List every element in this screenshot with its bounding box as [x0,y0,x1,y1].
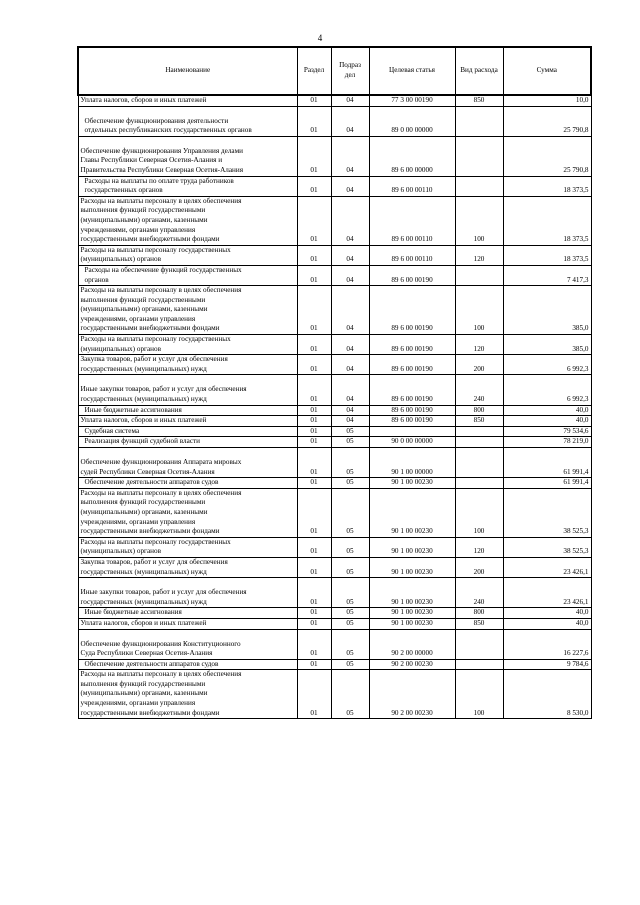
target-cell: 89 6 00 00110 [369,196,455,245]
subsection-cell: 04 [331,95,369,106]
amount-cell: 38 525,3 [503,488,591,537]
name-cell: Обеспечение деятельности аппаратов судов [78,478,297,489]
amount-cell: 40,0 [503,608,591,619]
table-row [78,375,591,405]
section-cell: 01 [297,537,331,557]
section-cell: 01 [297,670,331,719]
expense-type-cell: 120 [455,245,503,265]
header-name: Наименование [78,47,297,95]
target-cell: 89 6 00 00110 [369,245,455,265]
amount-cell: 6 992,3 [503,355,591,375]
expense-type-cell: 240 [455,375,503,405]
name-cell: Закупка товаров, работ и услуг для обеспечения государственных (муниципальных) нужд [78,557,297,577]
section-cell: 01 [297,106,331,136]
section-cell: 01 [297,95,331,106]
name-cell: Иные бюджетные ассигнования [78,405,297,416]
target-cell: 89 6 00 00190 [369,335,455,355]
table-row [78,478,591,489]
expense-type-cell: 100 [455,286,503,335]
table-row [78,106,591,136]
amount-cell: 18 373,5 [503,245,591,265]
table-row [78,335,591,355]
subsection-cell: 05 [331,478,369,489]
expense-type-cell: 850 [455,416,503,427]
subsection-cell: 05 [331,426,369,437]
target-cell: 89 6 00 00190 [369,355,455,375]
target-cell: 89 0 00 00000 [369,106,455,136]
table-row [78,537,591,557]
expense-type-cell: 100 [455,488,503,537]
name-cell: Обеспечение деятельности аппаратов судов [78,659,297,670]
section-cell: 01 [297,245,331,265]
amount-cell: 18 373,5 [503,176,591,196]
target-cell: 89 6 00 00000 [369,136,455,176]
target-cell: 90 2 00 00230 [369,670,455,719]
target-cell: 90 0 00 00000 [369,437,455,448]
name-cell: Расходы на выплаты персоналу государственных (муниципальных) органов [78,335,297,355]
expense-type-cell [455,106,503,136]
name-cell: Обеспечение функционирования деятельности отдельных республиканских государственных органов [78,106,297,136]
amount-cell: 23 426,1 [503,557,591,577]
table-row [78,557,591,577]
table-row [78,95,591,106]
section-cell: 01 [297,196,331,245]
subsection-cell: 04 [331,265,369,285]
target-cell [369,426,455,437]
header-section: Раздел [297,47,331,95]
expense-type-cell: 850 [455,95,503,106]
table-row [78,448,591,478]
table-row [78,196,591,245]
subsection-cell: 04 [331,405,369,416]
subsection-cell: 04 [331,245,369,265]
expense-type-cell: 200 [455,557,503,577]
target-cell: 90 1 00 00230 [369,537,455,557]
name-cell: Уплата налогов, сборов и иных платежей [78,95,297,106]
section-cell: 01 [297,335,331,355]
subsection-cell: 05 [331,670,369,719]
header-amount: Сумма [503,47,591,95]
name-cell: Обеспечение функционирования Аппарата мировых судей Республики Северная Осетия-Алания [78,448,297,478]
subsection-cell: 04 [331,136,369,176]
target-cell: 89 6 00 00190 [369,286,455,335]
section-cell: 01 [297,608,331,619]
target-cell: 90 1 00 00230 [369,618,455,629]
expense-type-cell [455,478,503,489]
subsection-cell: 05 [331,629,369,659]
amount-cell: 79 534,6 [503,426,591,437]
expense-type-cell [455,265,503,285]
table-row [78,578,591,608]
name-cell: Иные закупки товаров, работ и услуг для обеспечения государственных (муниципальных) нужд [78,375,297,405]
amount-cell: 25 790,8 [503,106,591,136]
expense-type-cell: 850 [455,618,503,629]
section-cell: 01 [297,136,331,176]
subsection-cell: 04 [331,335,369,355]
expense-type-cell: 120 [455,537,503,557]
subsection-cell: 04 [331,355,369,375]
amount-cell: 40,0 [503,618,591,629]
section-cell: 01 [297,176,331,196]
subsection-cell: 04 [331,416,369,427]
name-cell: Расходы на выплаты персоналу государственных (муниципальных) органов [78,245,297,265]
amount-cell: 40,0 [503,416,591,427]
header-expense-type: Вид расхода [455,47,503,95]
name-cell: Иные бюджетные ассигнования [78,608,297,619]
section-cell: 01 [297,578,331,608]
subsection-cell: 04 [331,286,369,335]
name-cell: Реализация функций судебной власти [78,437,297,448]
amount-cell: 7 417,3 [503,265,591,285]
section-cell: 01 [297,659,331,670]
table-row [78,416,591,427]
target-cell: 90 1 00 00230 [369,608,455,619]
table-row [78,136,591,176]
section-cell: 01 [297,426,331,437]
header-subsection: Подраз дел [331,47,369,95]
subsection-cell: 04 [331,375,369,405]
section-cell: 01 [297,437,331,448]
name-cell: Расходы на выплаты персоналу в целях обеспечения выполнения функций государственными (муниципальными) органами, казенными учреждениями, органами управления государственными внебюджетными фондами [78,196,297,245]
expense-type-cell: 240 [455,578,503,608]
subsection-cell: 05 [331,557,369,577]
name-cell: Обеспечение функционирования Конституционного Суда Республики Северная Осетия-Алания [78,629,297,659]
section-cell: 01 [297,405,331,416]
table-row [78,265,591,285]
section-cell: 01 [297,448,331,478]
name-cell: Расходы на выплаты персоналу в целях обеспечения выполнения функций государственными (муниципальными) органами, казенными учреждениями, органами управления государственными внебюджетными фондами [78,286,297,335]
target-cell: 90 1 00 00230 [369,578,455,608]
target-cell: 90 2 00 00230 [369,659,455,670]
table-row [78,176,591,196]
amount-cell: 38 525,3 [503,537,591,557]
table-row [78,426,591,437]
subsection-cell: 05 [331,578,369,608]
expense-type-cell [455,426,503,437]
subsection-cell: 04 [331,196,369,245]
table-row [78,437,591,448]
target-cell: 89 6 00 00110 [369,176,455,196]
table-row [78,659,591,670]
section-cell: 01 [297,478,331,489]
name-cell: Расходы на выплаты персоналу в целях обеспечения выполнения функций государственными (муниципальными) органами, казенными учреждениями, органами управления государственными внебюджетными фондами [78,670,297,719]
table-row [78,608,591,619]
amount-cell: 23 426,1 [503,578,591,608]
section-cell: 01 [297,375,331,405]
table-row [78,488,591,537]
subsection-cell: 05 [331,488,369,537]
table-row [78,355,591,375]
table-row [78,629,591,659]
amount-cell: 6 992,3 [503,375,591,405]
subsection-cell: 05 [331,659,369,670]
amount-cell: 8 530,0 [503,670,591,719]
section-cell: 01 [297,265,331,285]
amount-cell: 25 790,8 [503,136,591,176]
section-cell: 01 [297,557,331,577]
name-cell: Закупка товаров, работ и услуг для обеспечения государственных (муниципальных) нужд [78,355,297,375]
subsection-cell: 05 [331,448,369,478]
amount-cell: 78 219,0 [503,437,591,448]
target-cell: 89 6 00 00190 [369,405,455,416]
table-row [78,405,591,416]
budget-table [77,46,592,719]
subsection-cell: 04 [331,106,369,136]
name-cell: Судебная система [78,426,297,437]
expense-type-cell [455,437,503,448]
subsection-cell: 04 [331,176,369,196]
header-target: Целевая статья [369,47,455,95]
amount-cell: 16 227,6 [503,629,591,659]
amount-cell: 61 991,4 [503,448,591,478]
target-cell: 89 6 00 00190 [369,375,455,405]
section-cell: 01 [297,618,331,629]
name-cell: Уплата налогов, сборов и иных платежей [78,416,297,427]
name-cell: Расходы на выплаты персоналу государственных (муниципальных) органов [78,537,297,557]
name-cell: Расходы на выплаты по оплате труда работников государственных органов [78,176,297,196]
name-cell: Обеспечение функционирования Управления делами Главы Республики Северная Осетия-Алания и Правительства Республики Северная Осетия-Алания [78,136,297,176]
expense-type-cell [455,176,503,196]
expense-type-cell [455,448,503,478]
section-cell: 01 [297,488,331,537]
section-cell: 01 [297,286,331,335]
table-row [78,245,591,265]
table-row [78,670,591,719]
subsection-cell: 05 [331,437,369,448]
expense-type-cell: 120 [455,335,503,355]
amount-cell: 61 991,4 [503,478,591,489]
target-cell: 90 2 00 00000 [369,629,455,659]
expense-type-cell [455,136,503,176]
subsection-cell: 05 [331,537,369,557]
page-number: 4 [317,33,323,43]
expense-type-cell: 200 [455,355,503,375]
expense-type-cell: 800 [455,608,503,619]
name-cell: Иные закупки товаров, работ и услуг для обеспечения государственных (муниципальных) нужд [78,578,297,608]
expense-type-cell [455,629,503,659]
amount-cell: 385,0 [503,286,591,335]
target-cell: 89 6 00 00190 [369,265,455,285]
section-cell: 01 [297,629,331,659]
expense-type-cell: 100 [455,670,503,719]
target-cell: 90 1 00 00230 [369,557,455,577]
amount-cell: 40,0 [503,405,591,416]
target-cell: 90 1 00 00230 [369,488,455,537]
section-cell: 01 [297,355,331,375]
target-cell: 77 3 00 00190 [369,95,455,106]
name-cell: Расходы на выплаты персоналу в целях обеспечения выполнения функций государственными (муниципальными) органами, казенными учреждениями, органами управления государственными внебюджетными фондами [78,488,297,537]
target-cell: 89 6 00 00190 [369,416,455,427]
amount-cell: 9 784,6 [503,659,591,670]
subsection-cell: 05 [331,608,369,619]
target-cell: 90 1 00 00230 [369,478,455,489]
subsection-cell: 05 [331,618,369,629]
name-cell: Уплата налогов, сборов и иных платежей [78,618,297,629]
amount-cell: 385,0 [503,335,591,355]
expense-type-cell: 100 [455,196,503,245]
table-row [78,618,591,629]
expense-type-cell: 800 [455,405,503,416]
section-cell: 01 [297,416,331,427]
name-cell: Расходы на обеспечение функций государственных органов [78,265,297,285]
table-header-row [78,47,591,95]
amount-cell: 18 373,5 [503,196,591,245]
table-row [78,286,591,335]
expense-type-cell [455,659,503,670]
target-cell: 90 1 00 00000 [369,448,455,478]
amount-cell: 10,0 [503,95,591,106]
